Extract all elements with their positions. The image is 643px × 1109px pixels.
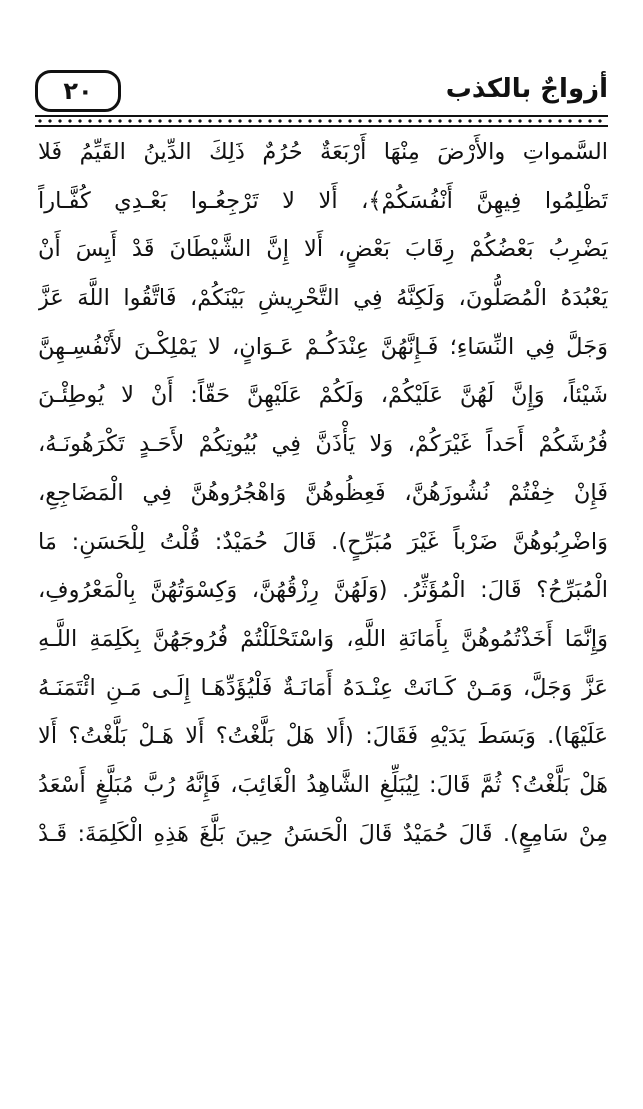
text-line: عَزَّ وَجَلَّ، وَمَـنْ كَـانَتْ عِنْـدَهُ أَمَانَـةٌ فَلْيُؤَدِّهَـا إِلَـى مَـنِ ائْتَمَنَـهُ: [38, 674, 608, 701]
page-number: ٢٠: [35, 70, 121, 112]
text-line: الْمُبَرِّحُ؟ قَالَ: الْمُؤَثِّرُ. (وَلَهُنَّ رِزْقُهُنَّ، وَكِسْوَتُهُنَّ بِالْمَعْرُوفِ،: [38, 577, 608, 604]
running-title: أزواجٌ بالكذب: [445, 74, 608, 104]
text-line: هَلْ بَلَّغْتُ؟ ثُمَّ قَالَ: لِيُبَلِّغِ الشَّاهِدُ الْغَائِبَ، فَإِنَّهُ رُبَّ مُبَلَّغٍ أَسْعَدُ: [38, 771, 608, 798]
text-line: السَّمواتِ والأَرْضَ مِنْهَا أَرْبَعَةٌ حُرُمٌ ذَلِكَ الدِّينُ القَيِّمُ فَلا: [38, 139, 608, 165]
text-line: وَإِنَّمَا أَخَذْتُمُوهُنَّ بِأَمَانَةِ اللَّهِ، وَاسْتَحْلَلْتُمْ فُرُوجَهُنَّ بِكَلِمَةِ اللَّـهِ: [38, 625, 608, 652]
text-line: عَلَيْهَا). وَبَسَطَ يَدَيْهِ فَقَالَ: (أَلا هَلْ بَلَّغْتُ؟ أَلا هَـلْ بَلَّغْتُ؟ أَلا: [38, 723, 608, 750]
text-line: فُرُشَكُمْ أَحَداً غَيْرَكُمْ، وَلا يَأْذَنَّ فِي بُيُوتِكُمْ لأَحَـدٍ تَكْرَهُونَـهُ،: [38, 431, 608, 458]
text-line: وَاضْرِبُوهُنَّ ضَرْباً غَيْرَ مُبَرِّحٍ). قَالَ حُمَيْدٌ: قُلْتُ لِلْحَسَنِ: مَا: [38, 528, 608, 555]
text-line: تَظْلِمُوا فِيهِنَّ أَنْفُسَكُمْ﴾، أَلا لا تَرْجِعُـوا بَعْـدِي كُفَّـاراً: [38, 187, 608, 214]
text-line: مِنْ سَامِعٍ). قَالَ حُمَيْدٌ قَالَ الْحَسَنُ حِينَ بَلَّغَ هَذِهِ الْكَلِمَةَ: قَـدْ: [38, 820, 608, 847]
page-header: [35, 70, 608, 120]
text-line: وَجَلَّ فِي النِّسَاءِ؛ فَـإِنَّهُنَّ عِنْدَكُـمْ عَـوَانٍ، لا يَمْلِكْـنَ لأَنْفُسِـهِنَّ: [38, 333, 608, 360]
text-line: يَعْبُدَهُ الْمُصَلُّونَ، وَلَكِنَّهُ فِي التَّحْرِيشِ بَيْنَكُمْ، فَاتَّقُوا اللَّهَ عَزَّ: [38, 285, 608, 312]
body-text: [38, 128, 608, 858]
text-line: فَإِنْ خِفْتُمْ نُشُوزَهُنَّ، فَعِظُوهُنَّ وَاهْجُرُوهُنَّ فِي الْمَضَاجِعِ،: [38, 479, 608, 506]
ornamental-rule: [35, 115, 608, 127]
text-line: شَيْئاً، وَإِنَّ لَهُنَّ عَلَيْكُمْ، وَلَكُمْ عَلَيْهِنَّ حَقّاً: أَنْ لا يُوطِئْـنَ: [38, 382, 608, 409]
text-line: يَضْرِبُ بَعْضُكُمْ رِقَابَ بَعْضٍ، أَلا إِنَّ الشَّيْطَانَ قَدْ أَيِسَ أَنْ: [38, 236, 608, 263]
